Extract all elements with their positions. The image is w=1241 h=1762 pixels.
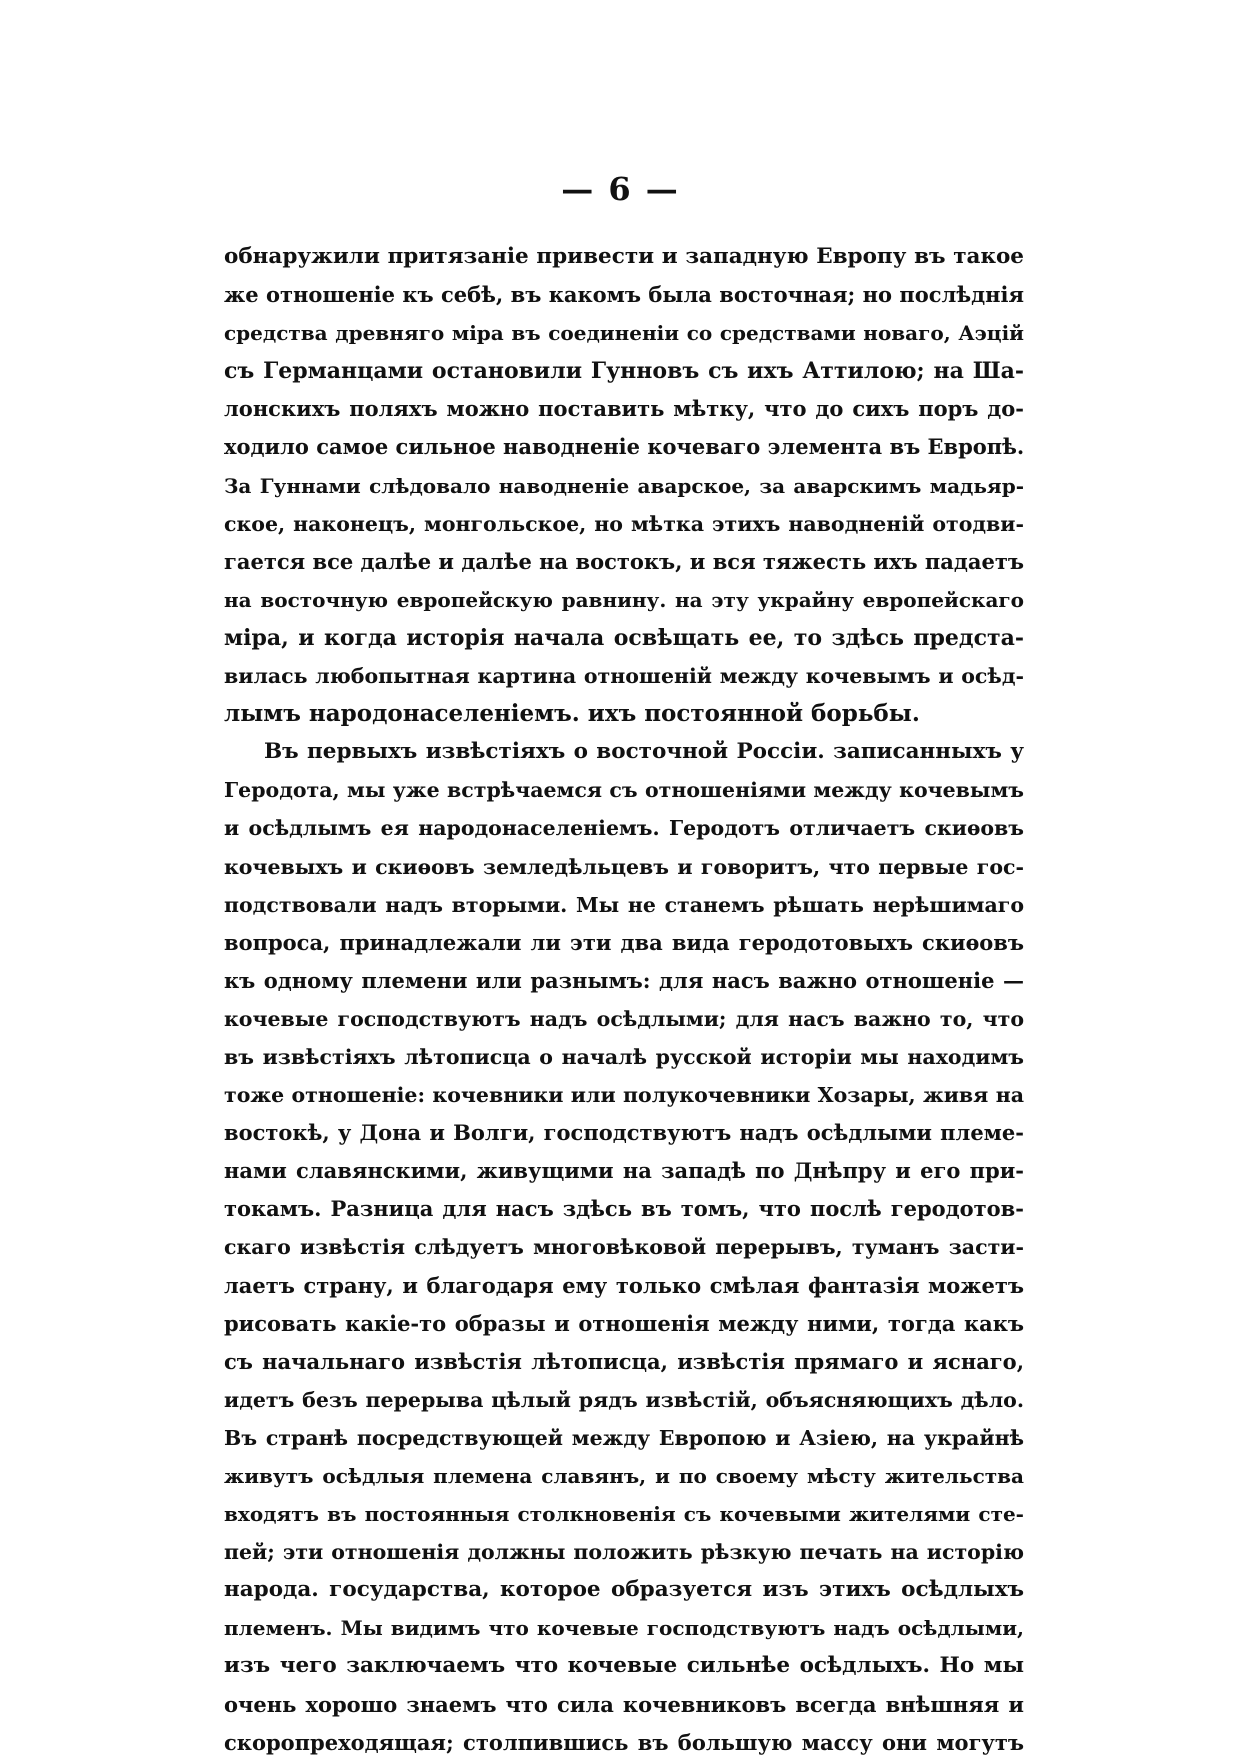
text-line: къ одному племени или разнымъ: для насъ важно отношеніе — [224, 967, 1024, 993]
text-line: тоже отношеніе: кочевники или полукочевники Хозары, живя на [224, 1083, 1024, 1108]
text-line: скоропреходящая; столпившись въ большую массу они могутъ [224, 1729, 1024, 1755]
text-line: съ начальнаго извѣстія лѣтописца, извѣстія прямаго и яснаго, [224, 1348, 1024, 1374]
text-line: гается все далѣе и далѣе на востокъ, и вся тяжесть ихъ падаетъ [224, 548, 1024, 574]
text-line: народа. государства, которое образуется изъ этихъ осѣдлыхъ [224, 1577, 1024, 1603]
paragraph [224, 733, 1024, 1762]
text-line: лаетъ страну, и благодаря ему только смѣлая фантазія можетъ [224, 1272, 1024, 1298]
text-line: кочевыхъ и скиѳовъ земледѣльцевъ и говоритъ, что первые гос- [224, 854, 1024, 879]
text-line: За Гуннами слѣдовало наводненіе аварское, за аварскимъ мадьяр- [224, 473, 1024, 498]
text-line: и осѣдлымъ ея народонаселеніемъ. Геродотъ отличаетъ скиѳовъ [224, 816, 1024, 841]
text-line: племенъ. Мы видимъ что кочевые господствуютъ надъ осѣдлыми, [224, 1616, 1024, 1641]
text-line: идетъ безъ перерыва цѣлый рядъ извѣстій, объясняющихъ дѣло. [224, 1387, 1024, 1412]
text-line: живутъ осѣдлыя племена славянъ, и по своему мѣсту жительства [224, 1464, 1024, 1488]
text-line: востокѣ, у Дона и Волги, господствуютъ надъ осѣдлыми племе- [224, 1120, 1024, 1146]
paragraph [224, 238, 1024, 733]
text-line: токамъ. Разница для насъ здѣсь въ томъ, что послѣ геродотов- [224, 1196, 1024, 1222]
text-line: пей; эти отношенія должны положить рѣзкую печать на исторію [224, 1540, 1024, 1565]
text-line: ское, наконецъ, монгольское, но мѣтка этихъ наводненій отодви- [224, 511, 1024, 536]
text-line: изъ чего заключаемъ что кочевые сильнѣе осѣдлыхъ. Но мы [224, 1653, 1024, 1679]
text-line: кочевые господствуютъ надъ осѣдлыми; для насъ важно то, что [224, 1006, 1024, 1031]
text-line: нами славянскими, живущими на западѣ по Днѣпру и его при- [224, 1158, 1024, 1184]
text-line: же отношеніе къ себѣ, въ какомъ была восточная; но послѣднія [224, 282, 1024, 308]
text-line: обнаружили притязаніе привести и западную Европу въ такое [224, 244, 1024, 269]
text-line: средства древняго міра въ соединеніи со средствами новаго, Аэцій [224, 321, 1024, 346]
text-line: міра, и когда исторія начала освѣщать ее, то здѣсь предста- [224, 624, 1024, 651]
text-line: очень хорошо знаемъ что сила кочевниковъ всегда внѣшняя и [224, 1691, 1024, 1717]
text-line: подствовали надъ вторыми. Мы не станемъ рѣшать нерѣшимаго [224, 892, 1024, 917]
text-line: на восточную европейскую равнину. на эту украйну европейскаго [224, 587, 1024, 612]
body-text [224, 238, 1024, 1762]
text-line: Въ первыхъ извѣстіяхъ о восточной Россіи. записанныхъ у [264, 739, 1024, 765]
text-line: вилась любопытная картина отношеній между кочевымъ и осѣд- [224, 664, 1024, 689]
text-line: Въ странѣ посредствующей между Европою и Азіею, на украйнѣ [224, 1425, 1024, 1450]
text-line: входятъ въ постоянныя столкновенія съ кочевыми жителями сте- [224, 1502, 1024, 1527]
text-line: рисовать какіе-то образы и отношенія между ними, тогда какъ [224, 1310, 1024, 1336]
text-line: въ извѣстіяхъ лѣтописца о началѣ русской исторіи мы находимъ [224, 1044, 1024, 1069]
text-line: съ Германцами остановили Гунновъ съ ихъ Аттилою; на Ша- [224, 358, 1024, 385]
text-line: лонскихъ поляхъ можно поставить мѣтку, что до сихъ поръ до- [224, 396, 1024, 422]
text-line: Геродота, мы уже встрѣчаемся съ отношеніями между кочевымъ [224, 778, 1024, 803]
text-line: скаго извѣстія слѣдуетъ многовѣковой перерывъ, туманъ засти- [224, 1235, 1024, 1260]
text-line: ходило самое сильное наводненіе кочеваго элемента въ Европѣ. [224, 434, 1024, 460]
text-line: вопроса, принадлежали ли эти два вида геродотовыхъ скиѳовъ [224, 929, 1024, 955]
text-line: лымъ народонаселеніемъ. ихъ постоянной борьбы. [224, 700, 920, 728]
page-number: — 6 — [561, 170, 680, 208]
